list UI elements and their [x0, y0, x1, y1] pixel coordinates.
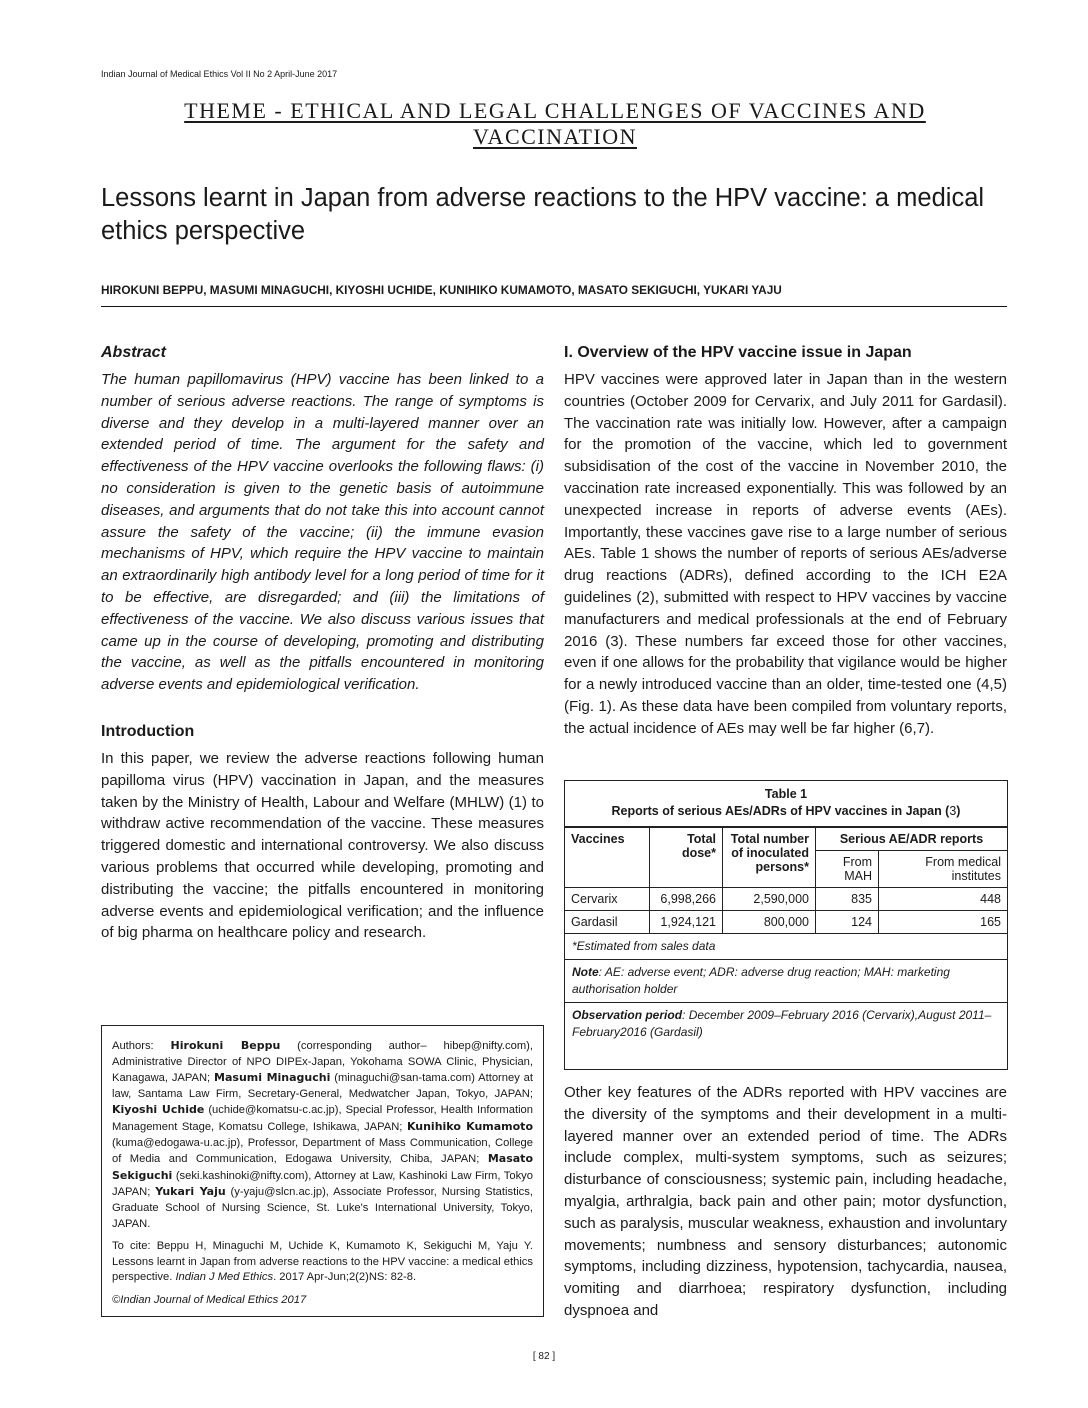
introduction-heading: Introduction	[101, 722, 195, 740]
author-affiliations: Authors: Hirokuni Beppu (corresponding author– hibep@nifty.com), Administrative Director of NPO DIPEx-Japan, Yokohama SOWA Clinic, Physician, Kanagawa, JAPAN; Masumi Minaguchi (minaguchi@san-tama.com) Attorney at law, Santama Law Firm, Secretary-General, Medwatcher Japan, Tokyo, JAPAN; Kiyoshi Uchide (uchide@komatsu-c.ac.jp), Special Professor, Health Information Management Stage, Komatsu College, Ishikawa, JAPAN; Kunihiko Kumamoto (kuma@edogawa-u.ac.jp), Professor, Department of Mass Communication, College of Media and Communication, Edogawa University, Chiba, JAPAN; Masato Sekiguchi (seki.kashinoki@nifty.com), Attorney at Law, Kashinoki Law Firm, Tokyo JAPAN; Yukari Yaju (y-yaju@slcn.ac.jp), Associate Professor, Nursing Statistics, Graduate School of Nursing Science, St. Luke's International University, Tokyo, JAPAN.	[112, 1039, 534, 1230]
right-column	[564, 343, 1007, 740]
author-list: HIROKUNI BEPPU, MASUMI MINAGUCHI, KIYOSHI UCHIDE, KUNIHIKO KUMAMOTO, MASATO SEKIGUCHI, YUKARI YAJU	[101, 283, 782, 297]
article-title: Lessons learnt in Japan from adverse reactions to the HPV vaccine: a medical ethics perspective	[101, 184, 985, 245]
table-footnote: *Estimated from sales data	[565, 934, 1007, 960]
table-observation-period: Observation period: December 2009–February 2016 (Cervarix),August 2011–February2016 (Gardasil)	[572, 1008, 992, 1039]
right-column-continued	[564, 1082, 1007, 1322]
journal-header: Indian Journal of Medical Ethics Vol II No 2 April-June 2017	[101, 69, 338, 79]
theme-heading	[140, 98, 970, 150]
table-row: Cervarix 6,998,266 2,590,000 835 448	[565, 888, 1007, 911]
theme-line-1: THEME - ETHICAL AND LEGAL CHALLENGES OF VACCINES AND	[184, 98, 926, 123]
table-grid: Vaccines Total dose* Total number of inoculated persons* Serious AE/ADR reports From MAH From medical institutes Cervarix 6,998,266 2,590,000 835 448 Gardasil 1,924,121 800,000 124 165	[565, 827, 1007, 934]
table-row: Gardasil 1,924,121 800,000 124 165	[565, 911, 1007, 934]
abstract-text: The human papillomavirus (HPV) vaccine has been linked to a number of serious adverse reactions. The range of symptoms is diverse and they develop in a multi-layered manner over an extended period of time. The argument for the safety and effectiveness of the HPV vaccine overlooks the following flaws: (i) no consideration is given to the genetic basis of autoimmune diseases, and arguments that do not take this into account cannot assure the safety of the vaccine; (ii) the immune evasion mechanisms of HPV, which require the HPV vaccine to maintain an extraordinarily high antibody level for a long period of time for it to be effective, are disregarded; and (iii) the limitations of effectiveness of the vaccine. We also discuss various issues that came up in the course of developing, promoting and distributing the vaccine, as well as the pitfalls encountered in monitoring adverse events and epidemiological verification.	[101, 371, 544, 694]
section1-text-continued: Other key features of the ADRs reported with HPV vaccines are the diversity of the symptoms and their development in a multi-layered manner over an extended period of time. The ADRs include complex, multi-system symptoms, such as seizures; disturbance of consciousness; systemic pain, including headache, myalgia, arthralgia, back pain and other pain; motor dysfunction, such as paralysis, muscular weakness, exhaustion and involuntary movements; numbness and sensory disturbances; autonomic symptoms, including dizziness, hypotension, tachycardia, nausea, vomiting and diarrhoea; respiratory dysfunction, including dyspnoea and	[564, 1084, 1007, 1319]
page-number: [ 82 ]	[532, 1351, 556, 1362]
abstract-heading: Abstract	[101, 344, 166, 361]
theme-line-2: VACCINATION	[473, 124, 637, 149]
left-column	[101, 343, 544, 944]
table-note: Note: AE: adverse event; ADR: adverse drug reaction; MAH: marketing authorisation holder	[565, 960, 1007, 1003]
section1-heading: I. Overview of the HPV vaccine issue in Japan	[564, 344, 912, 361]
citation: To cite: Beppu H, Minaguchi M, Uchide K, Kumamoto K, Sekiguchi M, Yaju Y. Lessons learnt in Japan from adverse reactions to the HPV vaccine: a medical ethics perspective. Indian J Med Ethics. 2017 Apr-Jun;2(2)NS: 82-8.	[112, 1240, 533, 1284]
title-divider	[101, 306, 1007, 307]
author-info-box	[101, 1025, 544, 1317]
section1-text: HPV vaccines were approved later in Japan than in the western countries (October 2009 for Cervarix, and July 2011 for Gardasil). The vaccination rate was initially low. However, after a campaign for the promotion of the vaccine, which led to government subsidisation of the cost of the vaccine in November 2010, the vaccination rate increased exponentially. This was followed by an unexpected increase in reports of adverse events (AEs). Importantly, these vaccines gave rise to a large number of serious AEs. Table 1 shows the number of reports of serious AEs/adverse drug reactions (ADRs), defined according to the ICH E2A guidelines (2), submitted with respect to HPV vaccines by vaccine manufacturers and medical professionals at the end of February 2016 (3). These numbers far exceed those for other vaccines, even if one allows for the probability that vigilance would be higher for a newly introduced vaccine than an older, time-tested one (4,5) (Fig. 1). As these data have been compiled from voluntary reports, the actual incidence of AEs may well be far higher (6,7).	[564, 371, 1007, 737]
copyright: ©Indian Journal of Medical Ethics 2017	[112, 1293, 307, 1306]
table-1	[564, 780, 1008, 1070]
introduction-text: In this paper, we review the adverse reactions following human papilloma virus (HPV) vaccination in Japan, and the measures taken by the Ministry of Health, Labour and Welfare (MHLW) (1) to withdraw active recommendation of the vaccine. These measures triggered domestic and international controversy. We also discuss various problems that occurred while developing, promoting and distributing the vaccine; the pitfalls encountered in monitoring adverse events and epidemiological verification; and the influence of big pharma on healthcare policy and research.	[101, 749, 544, 942]
table-caption: Table 1 Reports of serious AEs/ADRs of HPV vaccines in Japan (3)	[565, 781, 1007, 827]
